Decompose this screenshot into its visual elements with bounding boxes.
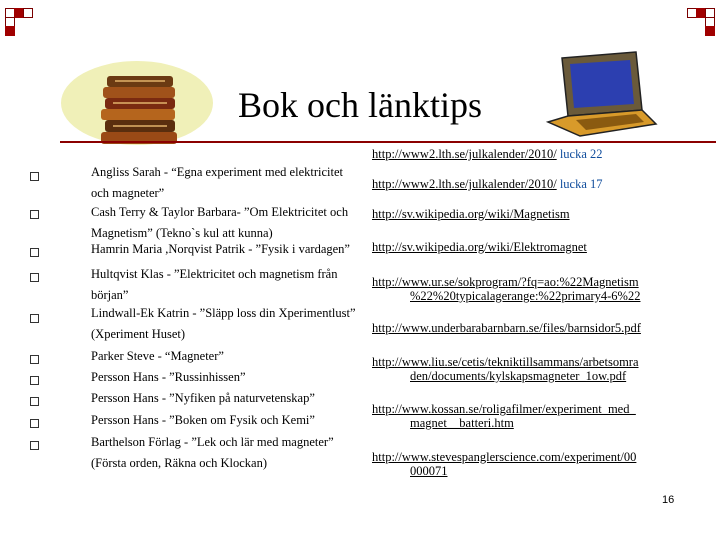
list-item-line: Persson Hans - ”Boken om Fysik och Kemi” xyxy=(91,413,315,427)
list-item-line: Lindwall-Ek Katrin - ”Släpp loss din Xperimentlust” xyxy=(91,306,356,320)
link-url[interactable]: http://www.ur.se/sokprogram/?fq=ao:%22Magnetism xyxy=(372,275,639,289)
list-item xyxy=(91,264,361,306)
link-item[interactable] xyxy=(372,450,702,478)
list-item-line: Parker Steve - “Magneter” xyxy=(91,349,224,363)
link-url-continued[interactable]: magnet__batteri.htm xyxy=(410,416,514,430)
bullet-icon xyxy=(30,441,39,450)
link-url[interactable]: http://www.underbarabarnbarn.se/files/barnsidor5.pdf xyxy=(372,321,641,335)
slide-title: Bok och länktips xyxy=(238,85,482,125)
list-item-line: Angliss Sarah - “Egna experiment med elektricitet xyxy=(91,165,343,179)
list-item-line: Magnetism” (Tekno`s kul att kunna) xyxy=(91,226,273,240)
title-divider xyxy=(60,141,716,143)
list-item xyxy=(91,202,361,244)
bullet-icon xyxy=(30,314,39,323)
list-item-line: (Xperiment Huset) xyxy=(91,327,186,341)
link-url[interactable]: http://www2.lth.se/julkalender/2010/ xyxy=(372,147,557,161)
link-url[interactable]: http://www.liu.se/cetis/tekniktillsammans/arbetsomra xyxy=(372,355,639,369)
bullet-icon xyxy=(30,355,39,364)
link-item[interactable] xyxy=(372,207,702,221)
link-item[interactable] xyxy=(372,177,702,191)
list-item xyxy=(91,239,361,260)
link-suffix[interactable]: lucka 22 xyxy=(556,147,603,161)
link-item[interactable] xyxy=(372,321,702,335)
bullet-icon xyxy=(30,273,39,282)
corner-square xyxy=(705,26,715,36)
list-item xyxy=(91,367,361,388)
bullet-icon xyxy=(30,419,39,428)
list-item-line: (Första orden, Räkna och Klockan) xyxy=(91,456,267,470)
link-url[interactable]: http://www.kossan.se/roligafilmer/experiment_med_ xyxy=(372,402,636,416)
link-url[interactable]: http://sv.wikipedia.org/wiki/Elektromagnet xyxy=(372,240,587,254)
link-url-continued[interactable]: %22%20typicalagerange:%22primary4-6%22 xyxy=(410,289,641,303)
link-item[interactable] xyxy=(372,275,702,303)
list-item xyxy=(91,388,361,409)
link-suffix[interactable]: lucka 17 xyxy=(556,177,603,191)
corner-square xyxy=(5,26,15,36)
link-url[interactable]: http://www2.lth.se/julkalender/2010/ xyxy=(372,177,557,191)
bullet-icon xyxy=(30,248,39,257)
link-item[interactable] xyxy=(372,240,702,254)
list-item xyxy=(91,162,361,204)
bullet-icon xyxy=(30,172,39,181)
list-item-line: Barthelson Förlag - ”Lek och lär med magneter” xyxy=(91,435,334,449)
list-item-line: Cash Terry & Taylor Barbara- ”Om Elektricitet och xyxy=(91,205,349,219)
list-item-line: Hultqvist Klas - ”Elektricitet och magnetism från xyxy=(91,267,338,281)
list-item-line: Persson Hans - ”Russinhissen” xyxy=(91,370,246,384)
list-item xyxy=(91,432,361,474)
link-item[interactable] xyxy=(372,402,702,430)
list-item-line: Persson Hans - ”Nyfiken på naturvetenskap” xyxy=(91,391,315,405)
bullet-icon xyxy=(30,376,39,385)
list-item xyxy=(91,346,361,367)
list-item-line: och magneter” xyxy=(91,186,165,200)
link-url[interactable]: http://www.stevespanglerscience.com/experiment/00 xyxy=(372,450,637,464)
link-item[interactable] xyxy=(372,147,702,161)
bullet-icon xyxy=(30,210,39,219)
list-item-line: Hamrin Maria ,Norqvist Patrik - ”Fysik i vardagen” xyxy=(91,242,350,256)
link-item[interactable] xyxy=(372,355,702,383)
page-number: 16 xyxy=(662,494,675,506)
bullet-icon xyxy=(30,397,39,406)
list-item xyxy=(91,410,361,431)
link-url-continued[interactable]: 000071 xyxy=(410,464,448,478)
list-item xyxy=(91,303,361,345)
corner-square xyxy=(23,8,33,18)
link-url-continued[interactable]: den/documents/kylskapsmagneter_1ow.pdf xyxy=(410,369,627,383)
link-url[interactable]: http://sv.wikipedia.org/wiki/Magnetism xyxy=(372,207,570,221)
list-item-line: början” xyxy=(91,288,129,302)
